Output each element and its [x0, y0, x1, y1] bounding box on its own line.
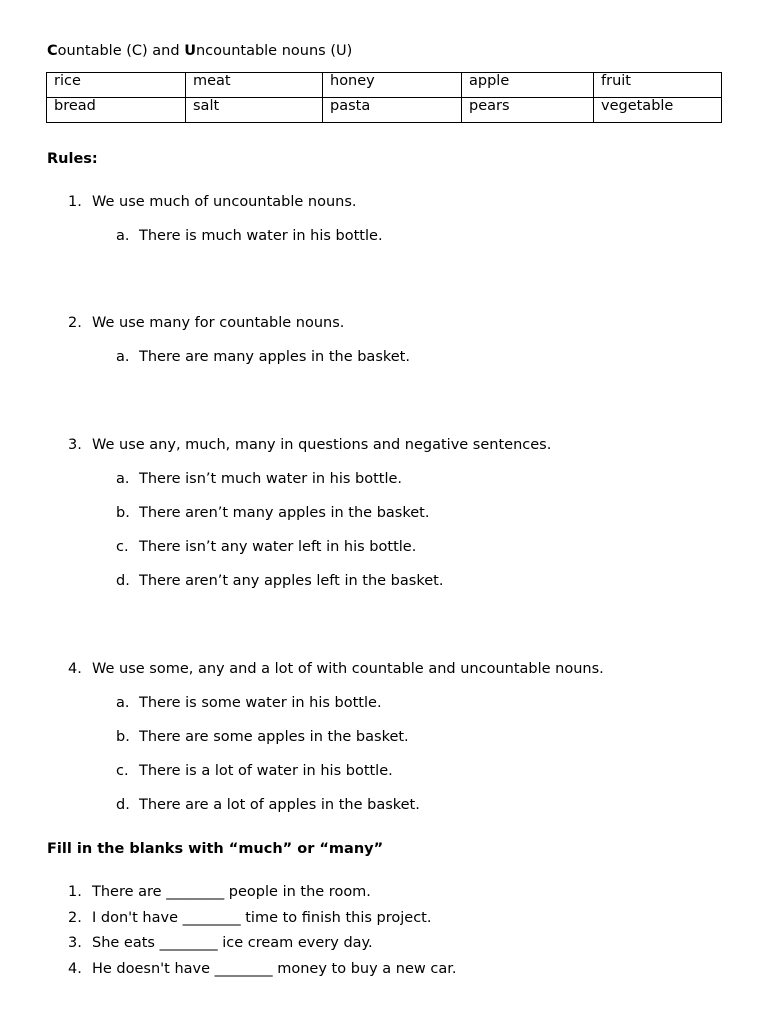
example-item	[116, 471, 402, 487]
example-label: d.	[116, 573, 130, 589]
example-item	[116, 797, 420, 813]
exercise-text: I don't have ________ time to finish this project.	[92, 910, 432, 926]
title-part1: ountable (C) and	[57, 43, 185, 59]
worksheet-title	[47, 43, 352, 59]
example-item	[116, 729, 409, 745]
rule-number: 1.	[68, 194, 82, 210]
rule-text: We use some, any and a lot of with countable and uncountable nouns.	[92, 661, 604, 677]
example-item	[116, 505, 429, 521]
table-row	[47, 98, 722, 123]
example-item	[116, 763, 393, 779]
nouns-table	[46, 72, 722, 123]
example-label: c.	[116, 539, 129, 555]
example-text: There are some apples in the basket.	[139, 729, 409, 745]
exercise-text: There are ________ people in the room.	[92, 884, 371, 900]
exercise-number: 3.	[68, 935, 82, 951]
exercise-item	[68, 910, 431, 926]
example-label: a.	[116, 228, 130, 244]
example-label: b.	[116, 729, 130, 745]
example-label: d.	[116, 797, 130, 813]
exercise-text: She eats ________ ice cream every day.	[92, 935, 373, 951]
table-cell: vegetable	[594, 98, 722, 123]
exercise-item	[68, 935, 373, 951]
example-label: a.	[116, 471, 130, 487]
rule-text: We use any, much, many in questions and negative sentences.	[92, 437, 552, 453]
rule-text: We use much of uncountable nouns.	[92, 194, 357, 210]
exercise-number: 2.	[68, 910, 82, 926]
rule-text: We use many for countable nouns.	[92, 315, 345, 331]
exercise-text: He doesn't have ________ money to buy a new car.	[92, 961, 457, 977]
example-text: There aren’t any apples left in the basket.	[139, 573, 444, 589]
example-text: There is much water in his bottle.	[139, 228, 383, 244]
rule-number: 2.	[68, 315, 82, 331]
example-item	[116, 539, 416, 555]
table-row	[47, 73, 722, 98]
example-item	[116, 695, 382, 711]
rule-item	[68, 437, 551, 453]
exercise-number: 4.	[68, 961, 82, 977]
title-u-letter: U	[184, 43, 196, 59]
table-cell: bread	[47, 98, 186, 123]
table-cell: pasta	[323, 98, 462, 123]
rule-item	[68, 661, 604, 677]
table-cell: salt	[186, 98, 323, 123]
table-cell: fruit	[594, 73, 722, 98]
example-text: There is some water in his bottle.	[139, 695, 382, 711]
rule-item	[68, 194, 357, 210]
table-cell: pears	[462, 98, 594, 123]
example-label: a.	[116, 695, 130, 711]
table-cell: meat	[186, 73, 323, 98]
exercise-heading: Fill in the blanks with “much” or “many”	[47, 841, 384, 857]
title-part2: ncountable nouns (U)	[195, 43, 353, 59]
example-text: There is a lot of water in his bottle.	[139, 763, 393, 779]
example-item	[116, 349, 410, 365]
title-c-letter: C	[47, 43, 58, 59]
table-cell: rice	[47, 73, 186, 98]
example-text: There are a lot of apples in the basket.	[139, 797, 420, 813]
exercise-item	[68, 961, 456, 977]
example-text: There are many apples in the basket.	[139, 349, 410, 365]
rules-heading: Rules:	[47, 151, 98, 167]
example-item	[116, 573, 443, 589]
example-text: There isn’t any water left in his bottle.	[139, 539, 417, 555]
example-label: b.	[116, 505, 130, 521]
exercise-number: 1.	[68, 884, 82, 900]
table-cell: apple	[462, 73, 594, 98]
example-text: There isn’t much water in his bottle.	[139, 471, 403, 487]
rule-number: 3.	[68, 437, 82, 453]
example-text: There aren’t many apples in the basket.	[139, 505, 430, 521]
example-label: a.	[116, 349, 130, 365]
rule-item	[68, 315, 344, 331]
exercise-item	[68, 884, 371, 900]
table-cell: honey	[323, 73, 462, 98]
example-label: c.	[116, 763, 129, 779]
example-item	[116, 228, 383, 244]
rule-number: 4.	[68, 661, 82, 677]
